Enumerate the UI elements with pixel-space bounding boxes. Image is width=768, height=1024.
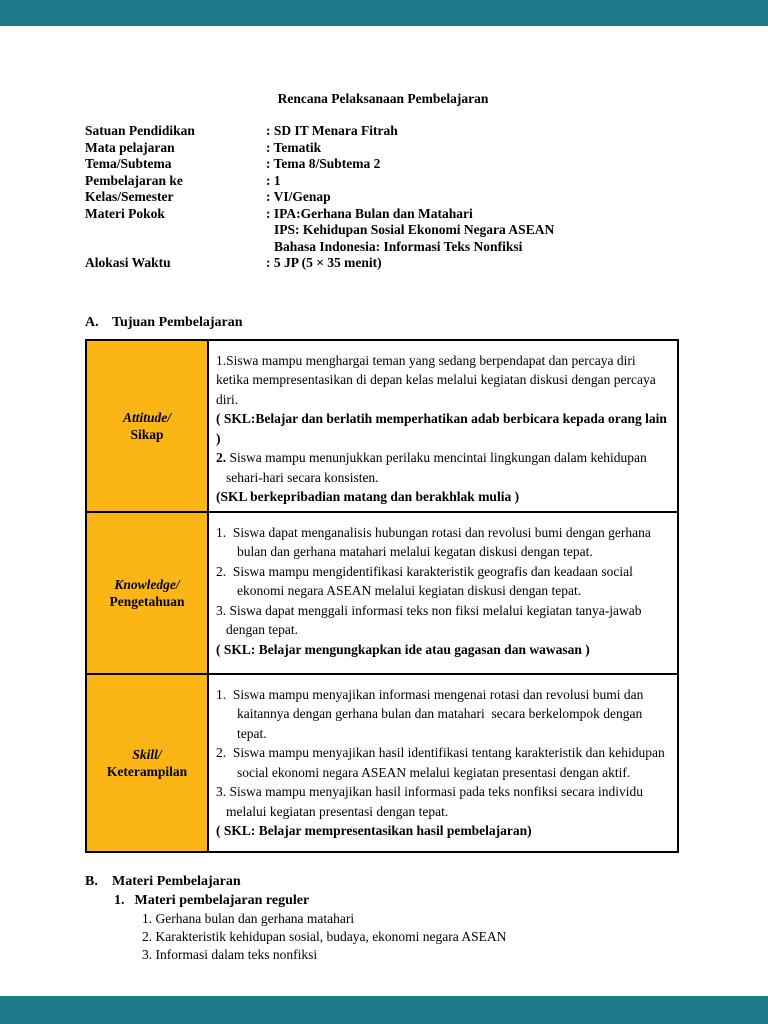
category-indonesian-label: Pengetahuan xyxy=(109,593,185,609)
tujuan-table xyxy=(85,339,679,853)
materi-list-item: 2. Karakteristik kehidupan sosial, budaya, ekonomi negara ASEAN xyxy=(142,928,507,944)
objective-bold-run: ( SKL:Belajar dan berlatih memperhatikan adab berbicara kepada orang lain ) xyxy=(216,411,671,446)
tujuan-table-body xyxy=(86,340,678,852)
category-english-label: Skill/ xyxy=(132,746,162,762)
objectives-cell xyxy=(208,340,678,512)
section-b-heading xyxy=(85,873,681,890)
header-field-row xyxy=(85,123,681,140)
objective-text-run: Siswa mampu menunjukkan perilaku mencintai lingkungan dalam kehidupan sehari-hari secara konsisten. xyxy=(226,450,651,485)
section-b-title: Materi Pembelajaran xyxy=(112,873,241,889)
category-cell xyxy=(86,512,208,674)
objective-text-run: 1. Siswa mampu menyajikan informasi mengenai rotasi dan revolusi bumi dan kaitannya dengan gerhana bulan dan matahari secara berkelompok dengan tepat. xyxy=(216,686,647,741)
letterbox-top xyxy=(0,0,768,26)
header-field-value-line: : Tematik xyxy=(266,139,322,155)
materi-list-item: 3. Informasi dalam teks nonfiksi xyxy=(142,946,318,962)
category-english-label: Attitude/ xyxy=(122,409,171,425)
page-content xyxy=(85,90,681,964)
section-a-marker: A. xyxy=(85,314,99,330)
tujuan-row xyxy=(86,512,678,674)
category-indonesian-label: Sikap xyxy=(130,426,164,442)
objective-text-run: 3. Siswa dapat menggali informasi teks non fiksi melalui kegiatan tanya-jawab dengan tepat. xyxy=(216,602,645,637)
objective-item xyxy=(216,409,671,448)
objective-item xyxy=(216,601,671,640)
header-field-value-line: : 5 JP (5 × 35 menit) xyxy=(266,255,382,270)
header-field-value xyxy=(266,173,681,190)
objective-item xyxy=(216,523,671,562)
section-b-sub-title: Materi pembelajaran reguler xyxy=(134,892,310,908)
section-b-marker: B. xyxy=(85,873,98,889)
header-field-value-line: : SD IT Menara Fitrah xyxy=(266,123,398,138)
header-field-label: Materi Pokok xyxy=(85,205,165,221)
header-field-row xyxy=(85,173,681,190)
section-a-title: Tujuan Pembelajaran xyxy=(112,314,243,330)
objective-item xyxy=(216,685,671,744)
objective-bold-run: (SKL berkepribadian matang dan berakhlak mulia ) xyxy=(216,489,520,504)
tujuan-row xyxy=(86,340,678,512)
objectives-cell xyxy=(208,512,678,674)
header-field-label: Mata pelajaran xyxy=(85,139,175,155)
header-field-label: Tema/Subtema xyxy=(85,156,172,171)
objective-item xyxy=(216,782,671,821)
category-cell xyxy=(86,674,208,852)
objective-bold-run: 2. xyxy=(216,450,230,465)
header-field-value xyxy=(266,156,681,173)
section-b-sub-marker: 1. xyxy=(114,892,125,908)
header-field-value xyxy=(266,255,681,272)
header-field-extra-line: Bahasa Indonesia: Informasi Teks Nonfiksi xyxy=(274,238,523,254)
objective-item xyxy=(216,448,671,487)
objectives-cell xyxy=(208,674,678,852)
objective-item xyxy=(216,743,671,782)
header-field-value xyxy=(266,189,681,206)
objective-item xyxy=(216,640,671,660)
objective-text-run: 2. Siswa mampu menyajikan hasil identifikasi tentang karakteristik dan kehidupan social ekonomi negara ASEAN melalui kegiatan presentasi dengan aktif. xyxy=(216,745,669,780)
header-field-row xyxy=(85,156,681,173)
document-page xyxy=(0,26,768,996)
header-field-label: Pembelajaran ke xyxy=(85,172,183,188)
category-indonesian-label: Keterampilan xyxy=(106,763,188,779)
section-a-heading xyxy=(85,314,681,331)
document-title: Rencana Pelaksanaan Pembelajaran xyxy=(277,91,489,106)
header-field-row xyxy=(85,255,681,272)
objective-bold-run: ( SKL: Belajar mempresentasikan hasil pembelajaran) xyxy=(216,823,532,838)
header-field-label: Kelas/Semester xyxy=(85,189,174,204)
objective-item xyxy=(216,351,671,410)
header-fields xyxy=(85,123,681,272)
section-b-subheading xyxy=(114,892,681,909)
objective-text-run: 1. Siswa dapat menganalisis hubungan rotasi dan revolusi bumi dengan gerhana bulan dan gerhana matahari melalui kegatan diskusi dengan tepat. xyxy=(216,524,655,559)
header-field-row xyxy=(85,206,681,256)
objective-text-run: 1.Siswa mampu menghargai teman yang sedang berpendapat dan percaya diri ketika mempresentasikan di depan kelas melalui kegiatan diskusi dengan percaya diri. xyxy=(216,352,660,407)
header-field-row xyxy=(85,140,681,157)
tujuan-row xyxy=(86,674,678,852)
letterbox-bottom xyxy=(0,996,768,1024)
materi-list-item: 1. Gerhana bulan dan gerhana matahari xyxy=(142,910,355,926)
objective-item xyxy=(216,821,671,841)
objective-item xyxy=(216,487,671,507)
header-field-value xyxy=(266,140,681,157)
header-field-value xyxy=(266,123,681,140)
header-field-value-line: : Tema 8/Subtema 2 xyxy=(266,156,381,171)
objective-text-run: 3. Siswa mampu menyajikan hasil informasi pada teks nonfiksi secara individu melalui kegiatan presentasi dengan tepat. xyxy=(216,784,647,819)
objective-bold-run: ( SKL: Belajar mengungkapkan ide atau gagasan dan wawasan ) xyxy=(216,641,590,657)
header-field-value-line: : IPA:Gerhana Bulan dan Matahari xyxy=(266,205,473,221)
objective-item xyxy=(216,562,671,601)
header-field-extra-line: IPS: Kehidupan Sosial Ekonomi Negara ASEAN xyxy=(274,222,555,237)
category-english-label: Knowledge/ xyxy=(114,576,180,592)
header-field-row xyxy=(85,189,681,206)
header-field-value-line: : 1 xyxy=(266,172,281,188)
header-field-value xyxy=(266,206,681,256)
category-cell xyxy=(86,340,208,512)
header-field-value-line: : VI/Genap xyxy=(266,189,331,204)
header-field-label: Alokasi Waktu xyxy=(85,255,171,270)
materi-list xyxy=(142,910,681,964)
header-field-label: Satuan Pendidikan xyxy=(85,123,195,138)
objective-text-run: 2. Siswa mampu mengidentifikasi karakteristik geografis dan keadaan social ekonomi negara ASEAN melalui kegiatan diskusi dengan tepat. xyxy=(216,563,637,598)
